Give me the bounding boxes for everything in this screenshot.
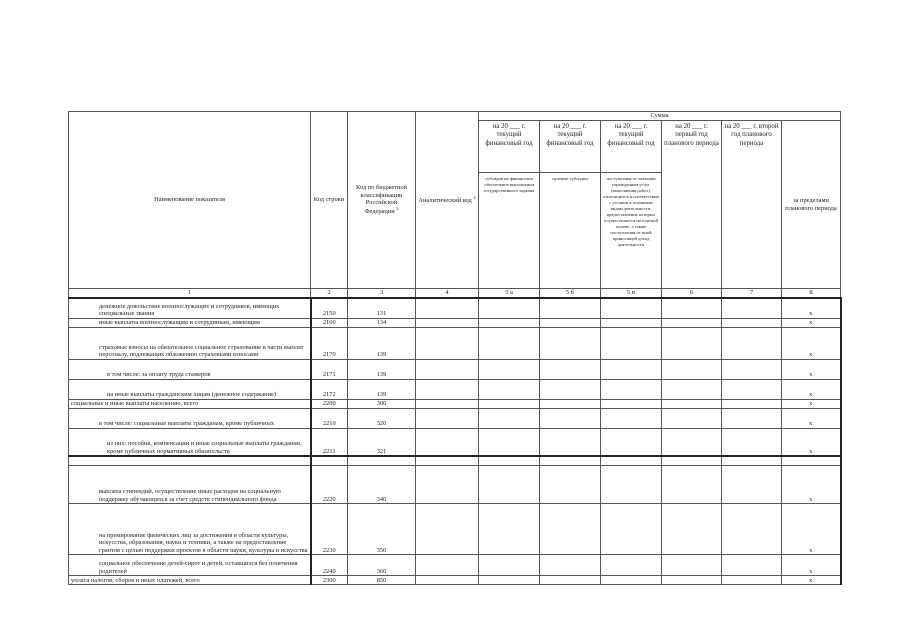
empty-cell [782, 456, 841, 466]
row-5b [540, 555, 601, 576]
row-5a [479, 359, 540, 379]
row-code: 2171 [311, 359, 348, 379]
header-period-6: на 20 ___ г. первый год планового периода [662, 121, 722, 289]
header-period-5v: на 20 ___ г. текущий финансовый год [601, 121, 662, 173]
row-code: 2172 [311, 379, 348, 399]
row-8: х [782, 327, 841, 359]
row-analytic [416, 408, 479, 428]
row-8: х [782, 504, 841, 555]
row-7 [722, 504, 782, 555]
row-code: 2150 [311, 298, 348, 318]
row-bk-code: 321 [348, 428, 416, 456]
row-8: х [782, 576, 841, 585]
table-row [69, 327, 841, 359]
row-6 [662, 327, 722, 359]
table-row [69, 359, 841, 379]
row-name: иные выплаты военнослужащим и сотрудникам, имеющим [69, 318, 311, 327]
row-5b [540, 399, 601, 408]
row-8: х [782, 318, 841, 327]
budget-form-sheet [68, 111, 840, 585]
row-6 [662, 504, 722, 555]
row-analytic [416, 318, 479, 327]
row-name: уплата налогов, сборов и иных платежей, всего [69, 576, 311, 585]
row-code: 2170 [311, 327, 348, 359]
header-sub-5v: поступления от оказания учреждением услуг (выполнения работ), относящихся в соответствии с уставом к основным видам деятельности, предоставление которых осуществляется на платной основе, а также поступления от иной приносящей доход деятельности [601, 173, 662, 289]
row-name: денежное довольствие военнослужащих и сотрудников, имеющих специальные звания [69, 298, 311, 318]
row-5v [601, 555, 662, 576]
header-name: Наименование показателя [69, 112, 311, 289]
row-6 [662, 428, 722, 456]
row-5a [479, 327, 540, 359]
row-5b [540, 318, 601, 327]
header-sub-5a: субсидия на финансовое обеспечение выполнения государственного задания [479, 173, 540, 289]
row-analytic [416, 466, 479, 504]
row-8: х [782, 428, 841, 456]
budget-table [68, 111, 842, 585]
row-analytic [416, 504, 479, 555]
row-6 [662, 466, 722, 504]
header-sub-5b: целевые субсидии [540, 173, 601, 289]
row-code: 2211 [311, 428, 348, 456]
row-5v [601, 428, 662, 456]
row-name: страховые взносы на обязательное социальное страхование в части выплат персоналу, подлежащих обложению страховыми взносами [69, 327, 311, 359]
empty-cell [416, 456, 479, 466]
row-5b [540, 408, 601, 428]
header-bk: Код по бюджетной классификации Российской Федерации $^3$ [348, 112, 416, 289]
row-5v [601, 504, 662, 555]
row-5b [540, 327, 601, 359]
row-bk-code: 300 [348, 399, 416, 408]
empty-cell [722, 456, 782, 466]
table-row [69, 408, 841, 428]
col-num: 5 б [540, 289, 601, 299]
row-name: на премирование физических лиц за достижения в области культуры, искусства, образования, науки и техники, а также на предоставление грантов с целью поддержки проектов в области науки, культуры и искусства [69, 504, 311, 555]
row-5a [479, 576, 540, 585]
row-5b [540, 504, 601, 555]
row-7 [722, 379, 782, 399]
empty-cell [662, 456, 722, 466]
row-bk-code: 340 [348, 466, 416, 504]
empty-cell [348, 456, 416, 466]
col-num: 4 [416, 289, 479, 299]
row-8: х [782, 466, 841, 504]
row-bk-code: 320 [348, 408, 416, 428]
row-5a [479, 379, 540, 399]
row-name: на иные выплаты гражданским лицам (денежное содержание) [69, 379, 311, 399]
row-7 [722, 298, 782, 318]
row-5v [601, 576, 662, 585]
row-5a [479, 466, 540, 504]
header-period-5b: на 20 ___ г. текущий финансовый год [540, 121, 601, 173]
row-5v [601, 408, 662, 428]
row-7 [722, 318, 782, 327]
row-bk-code: 139 [348, 327, 416, 359]
row-name: в том числе: социальные выплаты гражданам, кроме публичных [69, 408, 311, 428]
empty-cell [479, 456, 540, 466]
row-6 [662, 408, 722, 428]
spacer-row [69, 456, 841, 466]
empty-cell [601, 456, 662, 466]
col-num: 1 [69, 289, 311, 299]
header-sum-group: Сумма [479, 112, 841, 121]
row-name: выплата стипендий, осуществление иных расходов на социальную поддержку обучающихся за счет средств стипендиального фонда [69, 466, 311, 504]
table-row [69, 504, 841, 555]
row-5v [601, 359, 662, 379]
row-name: социальное обеспечение детей-сирот и детей, оставшихся без попечения родителей [69, 555, 311, 576]
row-analytic [416, 379, 479, 399]
row-8: х [782, 399, 841, 408]
row-bk-code: 350 [348, 504, 416, 555]
col-num: 5 а [479, 289, 540, 299]
row-7 [722, 399, 782, 408]
table-row [69, 399, 841, 408]
table-row [69, 466, 841, 504]
row-5b [540, 359, 601, 379]
row-5a [479, 408, 540, 428]
row-7 [722, 555, 782, 576]
row-6 [662, 318, 722, 327]
column-numbers-row [69, 289, 841, 299]
row-8: х [782, 379, 841, 399]
row-5v [601, 318, 662, 327]
row-bk-code: 134 [348, 318, 416, 327]
row-7 [722, 408, 782, 428]
row-8: х [782, 555, 841, 576]
row-6 [662, 379, 722, 399]
row-6 [662, 298, 722, 318]
row-5b [540, 428, 601, 456]
row-code: 2300 [311, 576, 348, 585]
table-header [69, 112, 841, 299]
header-analytic: Аналитический код $^4$ [416, 112, 479, 289]
row-analytic [416, 327, 479, 359]
row-analytic [416, 359, 479, 379]
empty-cell [540, 456, 601, 466]
col-num: 3 [348, 289, 416, 299]
row-7 [722, 576, 782, 585]
row-5v [601, 466, 662, 504]
row-code: 2160 [311, 318, 348, 327]
col-num: 7 [722, 289, 782, 299]
row-6 [662, 399, 722, 408]
row-name: из них: пособия, компенсации и иные социальные выплаты гражданам, кроме публичных нормативных обязательств [69, 428, 311, 456]
row-bk-code: 850 [348, 576, 416, 585]
row-bk-code: 360 [348, 555, 416, 576]
table-body [69, 298, 841, 585]
row-5v [601, 399, 662, 408]
row-8: х [782, 298, 841, 318]
row-5a [479, 318, 540, 327]
row-code: 2240 [311, 555, 348, 576]
row-6 [662, 359, 722, 379]
row-code: 2220 [311, 466, 348, 504]
col-num: 8 [782, 289, 841, 299]
table-row [69, 428, 841, 456]
row-name: социальные и иные выплаты населению, всего [69, 399, 311, 408]
row-analytic [416, 428, 479, 456]
row-8: х [782, 359, 841, 379]
row-code: 2210 [311, 408, 348, 428]
table-row [69, 379, 841, 399]
table-row [69, 555, 841, 576]
row-analytic [416, 298, 479, 318]
col-num: 6 [662, 289, 722, 299]
row-6 [662, 555, 722, 576]
row-7 [722, 466, 782, 504]
header-period-7: на 20 ___ г. второй год планового периода [722, 121, 782, 289]
row-6 [662, 576, 722, 585]
row-analytic [416, 576, 479, 585]
row-5a [479, 298, 540, 318]
row-5a [479, 399, 540, 408]
header-code: Код строки [311, 112, 348, 289]
col-num: 2 [311, 289, 348, 299]
row-5b [540, 576, 601, 585]
row-name: в том числе: за оплату труда стажеров [69, 359, 311, 379]
header-period-5a: на 20 ___ г. текущий финансовый год [479, 121, 540, 173]
row-bk-code: 139 [348, 359, 416, 379]
row-8: х [782, 408, 841, 428]
row-code: 2230 [311, 504, 348, 555]
row-5b [540, 466, 601, 504]
col-num: 5 в [601, 289, 662, 299]
row-7 [722, 327, 782, 359]
empty-cell [69, 456, 311, 466]
header-beyond: за пределами планового периода [782, 121, 841, 289]
row-5a [479, 555, 540, 576]
row-5v [601, 327, 662, 359]
row-7 [722, 359, 782, 379]
row-bk-code: 131 [348, 298, 416, 318]
row-analytic [416, 399, 479, 408]
table-row [69, 576, 841, 585]
table-row [69, 318, 841, 327]
row-code: 2200 [311, 399, 348, 408]
row-5v [601, 379, 662, 399]
row-5b [540, 298, 601, 318]
table-row [69, 298, 841, 318]
row-analytic [416, 555, 479, 576]
row-5b [540, 379, 601, 399]
row-bk-code: 139 [348, 379, 416, 399]
empty-cell [311, 456, 348, 466]
row-5a [479, 504, 540, 555]
row-5v [601, 298, 662, 318]
row-7 [722, 428, 782, 456]
row-5a [479, 428, 540, 456]
